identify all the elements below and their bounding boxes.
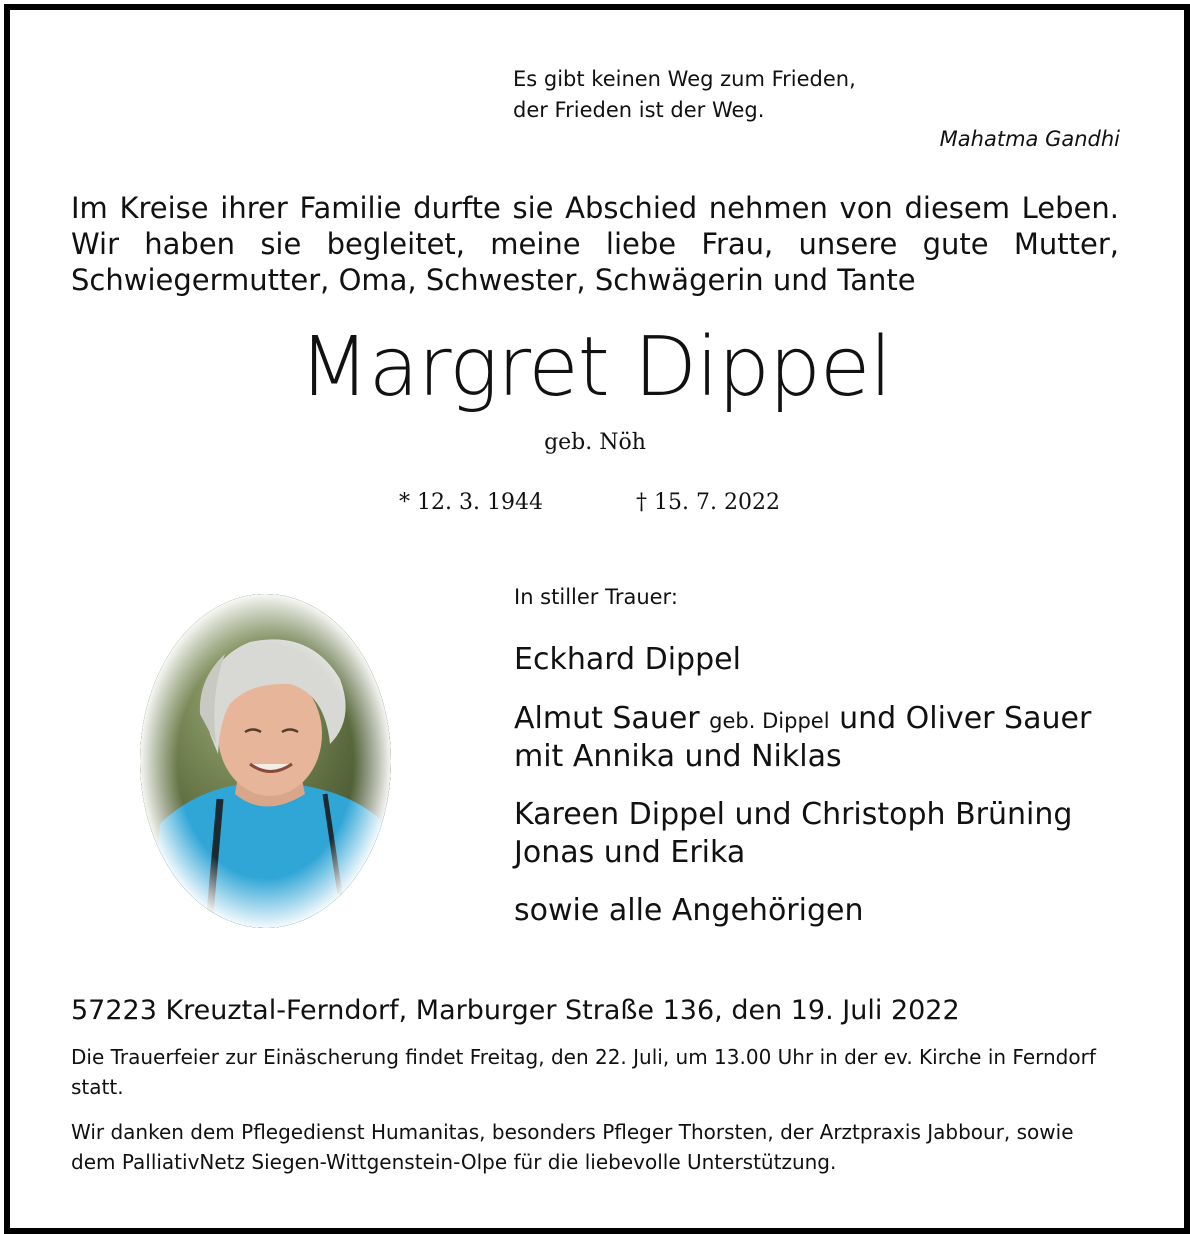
maiden-name: geb. Nöh bbox=[544, 430, 646, 455]
birth-date: * 12. 3. 1944 bbox=[399, 490, 543, 515]
mourner-2 bbox=[514, 700, 1091, 740]
intro-line-2: Wir haben sie begleitet, meine liebe Frau, unsere gute Mutter, bbox=[71, 227, 1119, 261]
address-line: 57223 Kreuztal-Ferndorf, Marburger Straße 136, den 19. Juli 2022 bbox=[71, 995, 960, 1026]
mourner-2-children: mit Annika und Niklas bbox=[514, 739, 842, 774]
mourner-3: Kareen Dippel und Christoph Brüning bbox=[514, 797, 1073, 832]
deceased-name: Margret Dippel bbox=[298, 320, 892, 415]
mourner-3-children: Jonas und Erika bbox=[514, 835, 746, 870]
funeral-info: Die Trauerfeier zur Einäscherung findet Freitag, den 22. Juli, um 13.00 Uhr in der ev. Kirche in Ferndorf statt. bbox=[71, 1045, 1096, 1099]
intro-line-3: Schwiegermutter, Oma, Schwester, Schwägerin und Tante bbox=[71, 263, 916, 297]
mourner-2-name: Almut Sauer bbox=[514, 701, 700, 736]
portrait-illustration bbox=[140, 594, 391, 928]
mourner-4: sowie alle Angehörigen bbox=[514, 893, 864, 928]
death-date: † 15. 7. 2022 bbox=[636, 490, 780, 515]
quote bbox=[513, 64, 856, 126]
quote-author: Mahatma Gandhi bbox=[939, 127, 1120, 151]
mourner-2-nee: geb. Dippel bbox=[709, 709, 830, 733]
quote-line-2: der Frieden ist der Weg. bbox=[513, 98, 765, 122]
thanks-text: Wir danken dem Pflegedienst Humanitas, besonders Pfleger Thorsten, der Arztpraxis Jabbour, sowie dem PalliativNetz Siegen-Wittgenstein-Olpe für die liebevolle Unterstützung. bbox=[71, 1120, 1074, 1174]
mourner-2-partner: und Oliver Sauer bbox=[839, 701, 1092, 736]
intro-text bbox=[71, 190, 1119, 298]
intro-line-1: Im Kreise ihrer Familie durfte sie Abschied nehmen von diesem Leben. bbox=[71, 191, 1119, 225]
portrait-photo bbox=[140, 594, 391, 928]
mourners-label: In stiller Trauer: bbox=[514, 585, 678, 609]
mourner-1: Eckhard Dippel bbox=[514, 642, 741, 677]
quote-line-1: Es gibt keinen Weg zum Frieden, bbox=[513, 67, 856, 91]
